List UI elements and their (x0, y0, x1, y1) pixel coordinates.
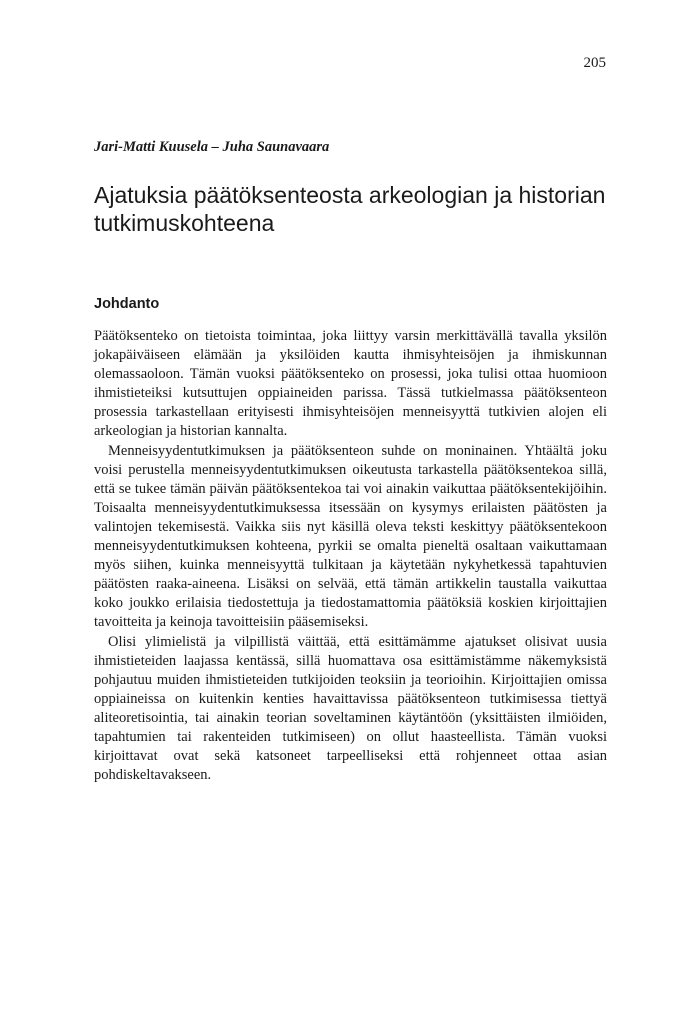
article-title: Ajatuksia päätöksenteosta arkeologian ja historian tutkimuskohteena (94, 182, 606, 236)
page-number: 205 (583, 55, 606, 71)
paragraph-1: Päätöksenteko on tietoista toimintaa, joka liittyy varsin merkittävällä tavalla yksilön jokapäiväiseen elämään ja yksilöiden kautta ihmisyhteisöjen ja ihmiskunnan olemassaoloon. Tämän vuoksi päätöksenteko on prosessi, joka tulisi ottaa huomioon ihmistieteiksi kutsuttujen oppiaineiden parissa. Tässä tutkielmassa päätöksenteon prosessia tarkastellaan erityisesti ihmisyhteisöjen menneisyyttä tutkivien alojen eli arkeologian ja historian kannalta. (94, 328, 607, 440)
section-heading: Johdanto (94, 296, 160, 312)
paragraph-2: Menneisyydentutkimuksen ja päätöksenteon suhde on moninainen. Yhtäältä joku voisi perustella menneisyydentutkimuksen oikeutusta tarkastella päätöksentekoa sillä, että se tukee tämän päivän päätöksentekoa tai voi ainakin vaikuttaa päätöksentekijöihin. Toisaalta menneisyydentutkimuksessa itsessään on kysymys erilaisten päätösten ja valintojen tekemisestä. Vaikka siis nyt käsillä oleva teksti keskittyy päätöksentekoon menneisyydentutkimuksen kohteena, pyrkii se omalta pieneltä osaltaan vaikuttamaan myös siihen, kuinka menneisyyttä tulkitaan ja käytetään nykyhetkessä tapahtuvien päätösten raaka-aineena. Lisäksi on selvää, että tämän artikkelin taustalla vaikuttaa koko joukko erilaisia tiedostettuja ja tiedostamattomia päätöksiä koskien kirjoittajien tavoitteita ja keinoja tavoitteisiin pääsemiseksi. (94, 442, 607, 631)
article-authors: Jari-Matti Kuusela – Juha Saunavaara (94, 139, 330, 155)
paragraph-3: Olisi ylimielistä ja vilpillistä väittää, että esittämämme ajatukset olisivat uusia ihmistieteiden laajassa kentässä, sillä huomattava osa esittämistämme näkemyksistä pohjautuu muiden ihmistieteiden tutkijoiden teoksiin ja teorioihin. Kirjoittajien omissa oppiaineissa on kuitenkin kenties havaittavissa päätöksenteon tutkimisessa tiettyä aliteoretisointia, tai ainakin teorian soveltaminen käytäntöön (yksittäisten ilmiöiden, tapahtumien tai rakenteiden tutkimiseen) on ollut haasteellista. Tämän vuoksi kirjoittavat ovat sekä katsoneet tarpeelliseksi että rohjenneet ottaa asian pohdiskeltavakseen. (94, 633, 607, 784)
article-body (94, 327, 607, 785)
